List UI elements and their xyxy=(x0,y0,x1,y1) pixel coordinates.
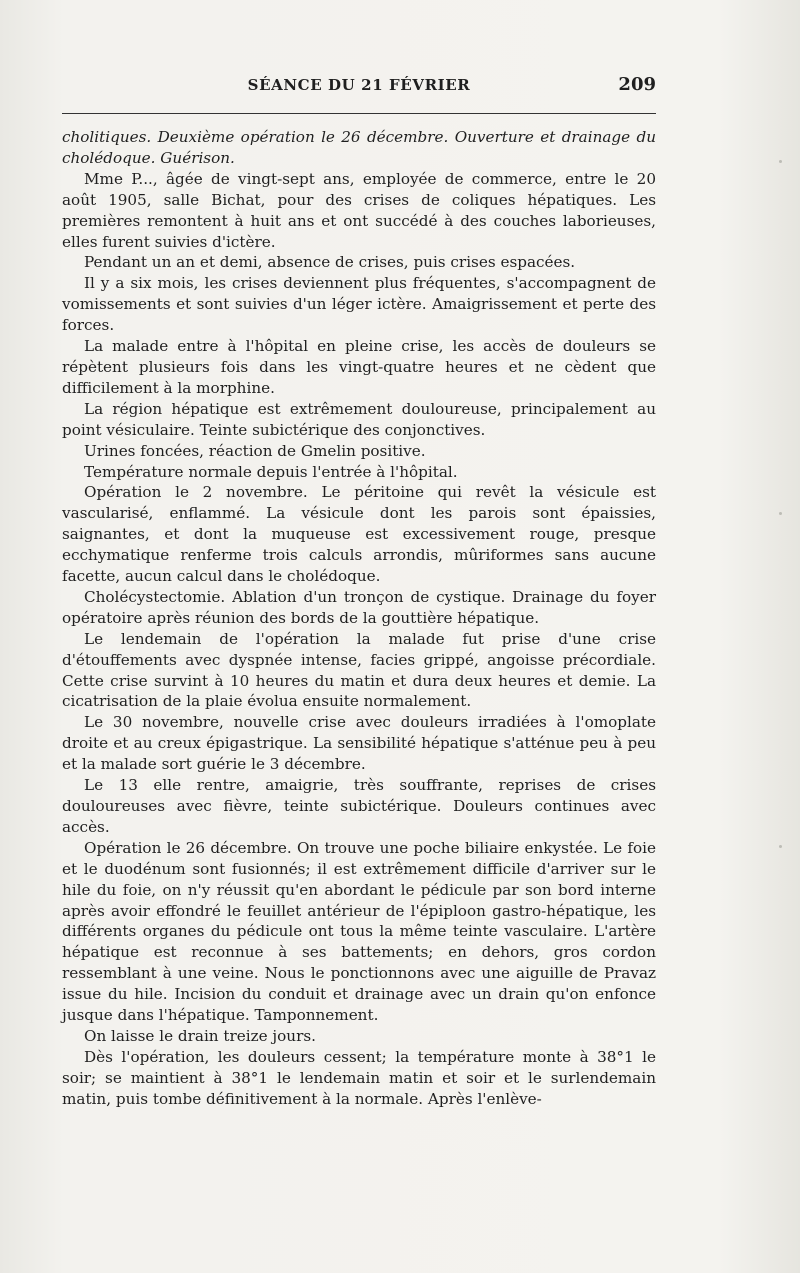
paragraph: Dès l'opération, les douleurs cessent; la température monte à 38°1 le soir; se maintient à 38°1 le lendemain matin et soir et le surlendemain matin, puis tombe définitivement à la normale. Après l'enlève- xyxy=(62,1047,656,1108)
body-text xyxy=(62,127,656,1110)
paragraph: Il y a six mois, les crises deviennent plus fréquentes, s'accompagnent de vomissements et sont suivies d'un léger ictère. Amaigrissement et perte des forces. xyxy=(62,274,656,335)
scan-speck xyxy=(779,845,782,848)
paragraph: cholitiques. Deuxième opération le 26 décembre. Ouverture et drainage du cholédoque. Guérison. xyxy=(62,128,656,167)
paragraph: Le 30 novembre, nouvelle crise avec douleurs irradiées à l'omoplate droite et au creux épigastrique. La sensibilité hépatique s'atténue peu à peu et la malade sort guérie le 3 décembre. xyxy=(62,713,656,774)
page-number: 209 xyxy=(618,74,656,95)
paragraph: Urines foncées, réaction de Gmelin positive. xyxy=(84,441,426,460)
page-header xyxy=(62,72,656,102)
paragraph: Température normale depuis l'entrée à l'hôpital. xyxy=(84,462,458,481)
paragraph: La malade entre à l'hôpital en pleine crise, les accès de douleurs se répètent plusieurs fois dans les vingt-quatre heures et ne cèdent que difficilement à la morphine. xyxy=(62,337,656,397)
paragraph: Cholécystectomie. Ablation d'un tronçon de cystique. Drainage du foyer opératoire après réunion des bords de la gouttière hépatique. xyxy=(62,587,656,627)
scan-speck xyxy=(779,512,782,515)
paragraph: Le 13 elle rentre, amaigrie, très souffrante, reprises de crises douloureuses avec fièvre, teinte subictérique. Douleurs continues avec accès. xyxy=(62,776,656,836)
paragraph: Opération le 26 décembre. On trouve une poche biliaire enkystée. Le foie et le duodénum sont fusionnés; il est extrêmement difficile d'arriver sur le hile du foie, on n'y réussit qu'en abordant le pédicule par son bord interne après avoir effondré le feuillet antérieur de l'épiploon gastro-hépatique, les différents organes du pédicule ont tous la même teinte vasculaire. L'artère hépatique est reconnue à ses battements; en dehors, gros cordon ressemblant à une veine. Nous le ponctionnons avec une aiguille de Pravaz issue du hile. Incision du conduit et drainage avec un drain qu'on enfonce jusque dans l'hépatique. Tamponnement. xyxy=(62,838,656,1025)
paragraph: La région hépatique est extrêmement douloureuse, principalement au point vésiculaire. Teinte subictérique des conjonctives. xyxy=(62,399,656,439)
paragraph: On laisse le drain treize jours. xyxy=(84,1026,316,1045)
header-rule xyxy=(62,113,656,114)
paragraph: Opération le 2 novembre. Le péritoine qui revêt la vésicule est vascularisé, enflammé. La vésicule dont les parois sont épaissies, saignantes, et dont la muqueuse est excessivement rouge, presque ecchymatique renferme trois calculs arrondis, mûriformes sans aucune facette, aucun calcul dans le cholédoque. xyxy=(62,483,656,586)
running-title: SÉANCE DU 21 FÉVRIER xyxy=(247,76,471,94)
paragraph: Le lendemain de l'opération la malade fut prise d'une crise d'étouffements avec dyspnée intense, facies grippé, angoisse précordiale. Cette crise survint à 10 heures du matin et dura deux heures et demie. La cicatrisation de la plaie évolua ensuite normalement. xyxy=(62,629,656,711)
scan-speck xyxy=(779,160,782,163)
paragraph: Mme P..., âgée de vingt-sept ans, employée de commerce, entre le 20 août 1905, salle Bichat, pour des crises de coliques hépatiques. Les premières remontent à huit ans et ont succédé à des couches laborieuses, elles furent suivies d'ictère. xyxy=(62,169,656,251)
paragraph: Pendant un an et demi, absence de crises, puis crises espacées. xyxy=(84,253,576,272)
